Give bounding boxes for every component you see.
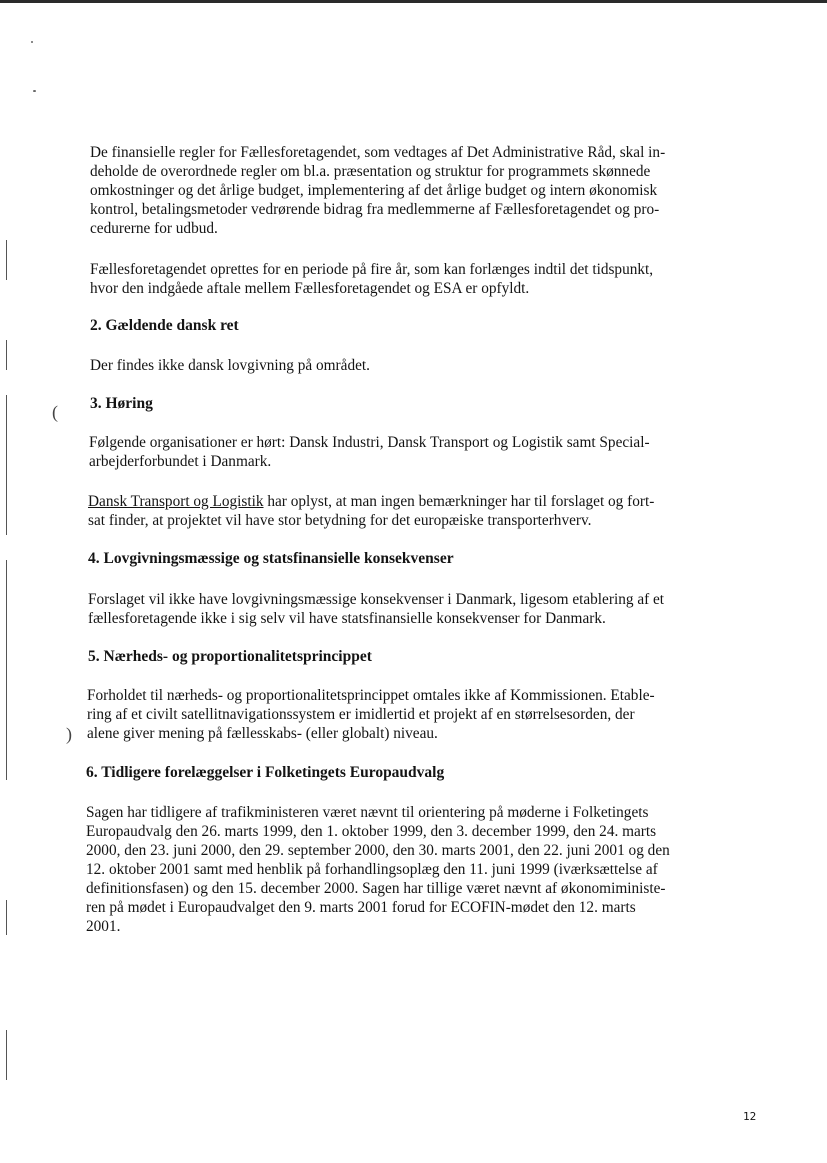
text-line — [88, 492, 654, 511]
section-heading-6: 6. Tidligere forelæggelser i Folketingets Europaudvalg — [86, 764, 445, 781]
text-line: Forholdet til nærheds- og proportionalitetsprincippet omtales ikke af Kommissionen. Etable- — [87, 687, 655, 704]
scan-mark — [6, 560, 7, 780]
scan-speck — [31, 41, 33, 43]
text-line: omkostninger og det årlige budget, implementering af det årlige budget og intern økonomisk — [90, 182, 658, 199]
text-line: fællesforetagende ikke i sig selv vil have statsfinansielle konsekvenser for Danmark. — [88, 610, 606, 627]
scan-mark — [6, 900, 7, 935]
text-line: 2001. — [86, 918, 121, 935]
text-line: cedurerne for udbud. — [90, 220, 218, 237]
text-line: ring af et civilt satellitnavigationssystem er imidlertid et projekt af en størrelsesorden, der — [87, 706, 635, 723]
text-line: ren på mødet i Europaudvalget den 9. marts 2001 forud for ECOFIN-mødet den 12. marts — [86, 899, 636, 916]
text-line: deholde de overordnede regler om bl.a. præsentation og struktur for programmets skønnede — [90, 163, 651, 180]
text-line: De finansielle regler for Fællesforetagendet, som vedtages af Det Administrative Råd, skal in- — [90, 144, 666, 161]
top-border-line — [0, 0, 827, 3]
organisation-link-text: Dansk Transport og Logistik — [88, 493, 264, 510]
text-line: 2000, den 23. juni 2000, den 29. september 2000, den 30. marts 2001, den 22. juni 2001 og den — [86, 842, 670, 859]
text-line: 12. oktober 2001 samt med henblik på forhandlingsoplæg den 11. juni 1999 (iværksættelse af — [86, 861, 658, 878]
text-line: Følgende organisationer er hørt: Dansk Industri, Dansk Transport og Logistik samt Special- — [89, 434, 650, 451]
scan-mark — [6, 1030, 7, 1080]
text-line: Forslaget vil ikke have lovgivningsmæssige konsekvenser i Danmark, ligesom etablering af et — [88, 591, 665, 608]
text-line: arbejderforbundet i Danmark. — [89, 453, 272, 470]
text-line: alene giver mening på fællesskabs- (eller globalt) niveau. — [87, 725, 438, 742]
text-line: sat finder, at projektet vil have stor betydning for det europæiske transporterhverv. — [88, 512, 592, 529]
text-line: definitionsfasen) og den 15. december 2000. Sagen har tillige været nævnt af økonomiministe- — [86, 880, 666, 897]
text-line: Sagen har tidligere af trafikministeren været nævnt til orientering på møderne i Folketingets — [86, 804, 649, 821]
section-heading-3: 3. Høring — [90, 395, 153, 412]
margin-mark: ) — [66, 724, 72, 744]
page-number: 12 — [743, 1110, 757, 1123]
scan-mark — [6, 240, 7, 280]
scan-speck — [33, 90, 36, 92]
section-heading-2: 2. Gældende dansk ret — [90, 317, 239, 334]
text-line: Europaudvalg den 26. marts 1999, den 1. oktober 1999, den 3. december 1999, den 24. marts — [86, 823, 657, 840]
section-heading-4: 4. Lovgivningsmæssige og statsfinansielle konsekvenser — [88, 550, 454, 567]
margin-mark: ( — [52, 402, 58, 422]
text-line: Fællesforetagendet oprettes for en periode på fire år, som kan forlænges indtil det tidspunkt, — [90, 261, 654, 278]
section-heading-5: 5. Nærheds- og proportionalitetsprincippet — [88, 648, 372, 665]
scan-mark — [6, 395, 7, 535]
text-line: kontrol, betalingsmetoder vedrørende bidrag fra medlemmerne af Fællesforetagendet og pro- — [90, 201, 660, 218]
text-line: Der findes ikke dansk lovgivning på området. — [90, 357, 370, 374]
text-span: har oplyst, at man ingen bemærkninger har til forslaget og fort- — [263, 493, 655, 510]
text-line: hvor den indgåede aftale mellem Fællesforetagendet og ESA er opfyldt. — [90, 280, 530, 297]
scan-mark — [6, 340, 7, 370]
